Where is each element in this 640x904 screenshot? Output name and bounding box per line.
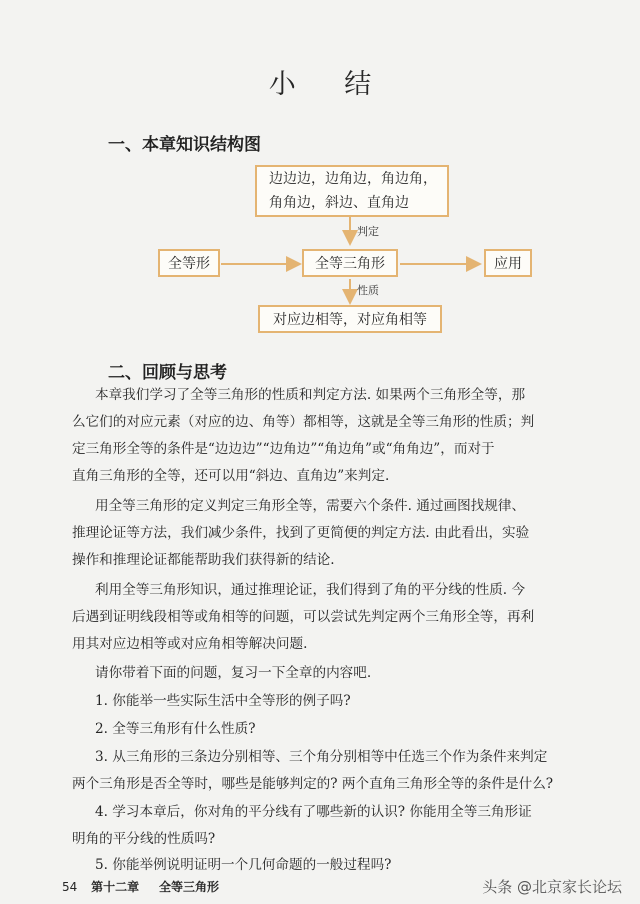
page-footer [62, 878, 219, 895]
criteria-box [255, 165, 449, 217]
congruent-figures-box: 全等形 [158, 249, 220, 277]
judge-label: 判定 [357, 225, 379, 238]
question-1: 1. 你能举一些实际生活中全等形的例子吗? [95, 693, 351, 709]
text-line: 直角三角形的全等，还可以用“斜边、直角边”来判定. [72, 468, 390, 484]
text-line: 用其对应边相等或对应角相等解决问题. [72, 636, 308, 652]
question-5: 5. 你能举例说明证明一个几何命题的一般过程吗? [95, 857, 392, 873]
property-box: 对应边相等，对应角相等 [258, 305, 442, 333]
text-line: 推理论证等方法，我们减少条件，找到了更简便的判定方法. 由此看出，实验 [72, 525, 530, 541]
text-line: 本章我们学习了全等三角形的性质和判定方法. 如果两个三角形全等，那 [95, 387, 526, 403]
question-2: 2. 全等三角形有什么性质? [95, 721, 256, 737]
section1-heading: 一、本章知识结构图 [108, 135, 261, 155]
chapter-title: 全等三角形 [158, 880, 219, 894]
section2-heading: 二、回顾与思考 [108, 363, 227, 383]
watermark: 头条 @北京家长论坛 [482, 878, 622, 896]
property-label: 性质 [357, 284, 379, 297]
text-line: 么它们的对应元素（对应的边、角等）都相等，这就是全等三角形的性质；判 [72, 414, 535, 430]
text-line: 后遇到证明线段相等或角相等的问题，可以尝试先判定两个三角形全等，再利 [72, 609, 535, 625]
text-line: 请你带着下面的问题，复习一下全章的内容吧. [95, 665, 372, 681]
criteria-line-1: 边边边，边角边，角边角， [269, 171, 437, 187]
question-4: 4. 学习本章后，你对角的平分线有了哪些新的认识? 你能用全等三角形证 [95, 804, 532, 820]
text-line: 用全等三角形的定义判定三角形全等，需要六个条件. 通过画图找规律、 [95, 498, 526, 514]
chapter-number: 第十二章 [91, 880, 140, 894]
criteria-line-2: 角角边，斜边、直角边 [269, 195, 409, 211]
page-title: 小 结 [268, 69, 392, 100]
question-3: 3. 从三角形的三条边分别相等、三个角分别相等中任选三个作为条件来判定 [95, 749, 548, 765]
application-box: 应用 [484, 249, 532, 277]
text-line: 操作和推理论证都能帮助我们获得新的结论. [72, 552, 335, 568]
page-number: 54 [62, 880, 78, 894]
text-line: 定三角形全等的条件是“边边边”“边角边”“角边角”或“角角边”，而对于 [72, 441, 495, 457]
congruent-triangles-box: 全等三角形 [302, 249, 398, 277]
text-line: 利用全等三角形知识，通过推理论证，我们得到了角的平分线的性质. 今 [95, 582, 526, 598]
question-3-cont: 两个三角形是否全等时，哪些是能够判定的? 两个直角三角形全等的条件是什么? [72, 776, 554, 792]
question-4-cont: 明角的平分线的性质吗? [72, 831, 216, 847]
